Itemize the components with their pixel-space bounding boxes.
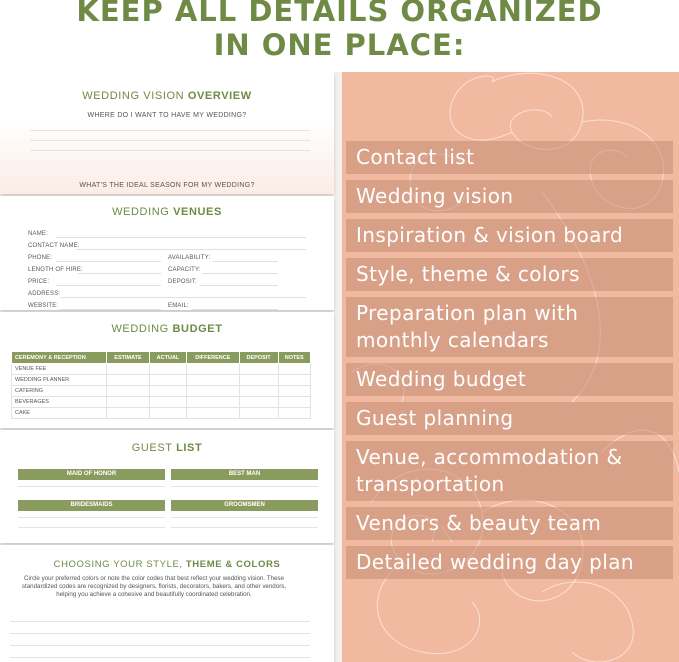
venue-field-deposit: DEPOSIT: — [168, 279, 197, 285]
venue-field-address: ADDRESS: — [28, 291, 60, 297]
style-instructions: Circle your preferred colors or note the color codes that best reflect your wedding vision. These standardized codes are recognized by designers, florists, decorators, bakers, and other vendors, helping you achieve a cohesive and beautifully coordinated celebration. — [21, 575, 287, 598]
list-item: Venue, accommodation & transportation — [346, 441, 673, 501]
headline-line-1: KEEP ALL DETAILS ORGANIZED — [76, 0, 603, 28]
table-row — [12, 408, 311, 419]
budget-row-label: CAKE — [12, 408, 107, 419]
answer-line — [18, 517, 165, 518]
list-item: Detailed wedding day plan — [346, 546, 673, 579]
budget-row-label: WEDDING PLANNER — [12, 375, 107, 386]
vision-title-bold: OVERVIEW — [187, 90, 252, 102]
answer-line — [10, 645, 310, 646]
answer-line — [10, 657, 310, 658]
budget-col-header: ESTIMATE — [107, 352, 150, 364]
table-row — [12, 386, 311, 397]
budget-header-row — [12, 352, 311, 364]
venues-title — [0, 206, 334, 218]
style-title — [0, 559, 334, 570]
guest-list-sheet — [0, 430, 334, 543]
venue-field-phone: PHONE: — [28, 255, 52, 261]
vision-question-season: WHAT'S THE IDEAL SEASON FOR MY WEDDING? — [79, 182, 255, 189]
style-title-bold: THEME & COLORS — [185, 559, 281, 570]
venues-title-bold: VENUES — [173, 206, 222, 218]
budget-col-header: NOTES — [278, 352, 310, 364]
guest-title-bold: LIST — [176, 442, 203, 454]
venue-field-price: PRICE: — [28, 279, 49, 285]
venues-title-light: WEDDING — [112, 206, 174, 218]
budget-title-bold: BUDGET — [172, 323, 223, 335]
venue-field-availability: AVAILABILITY: — [168, 255, 210, 261]
groomsmen-label: GROOMSMEN — [171, 500, 318, 511]
answer-line — [18, 486, 165, 487]
venues-sheet — [0, 196, 334, 310]
list-item: Inspiration & vision board — [346, 219, 673, 252]
guest-title-light: GUEST — [131, 442, 177, 454]
vision-title-light: WEDDING VISION — [82, 90, 188, 102]
answer-line — [171, 527, 318, 528]
maid-of-honor-label: MAID OF HONOR — [18, 469, 165, 480]
headline-line-2: IN ONE PLACE: — [213, 28, 466, 62]
answer-line — [18, 527, 165, 528]
budget-sheet — [0, 312, 334, 428]
budget-row-label: CATERING — [12, 386, 107, 397]
budget-table — [11, 351, 311, 419]
budget-row-label: BEVERAGES — [12, 397, 107, 408]
venue-field-length: LENGTH OF HIRE: — [28, 267, 83, 273]
list-item: Guest planning — [346, 402, 673, 435]
budget-col-header: DIFFERENCE — [186, 352, 239, 364]
answer-line — [171, 486, 318, 487]
answer-line — [30, 150, 310, 151]
venue-field-email: EMAIL: — [168, 303, 189, 309]
list-item: Wedding budget — [346, 363, 673, 396]
guest-list-title — [0, 442, 334, 454]
venue-field-website: WEBSITE: — [28, 303, 58, 309]
venue-field-capacity: CAPACITY: — [168, 267, 201, 273]
venue-field-contact: CONTACT NAME: — [28, 243, 80, 249]
style-title-light: CHOOSING YOUR STYLE, — [53, 559, 186, 570]
table-row — [12, 397, 311, 408]
answer-line — [30, 140, 310, 141]
budget-col-header: CEREMONY & RECEPTION — [12, 352, 107, 364]
table-row — [12, 364, 311, 375]
list-item: Vendors & beauty team — [346, 507, 673, 540]
style-sheet — [0, 545, 334, 662]
budget-col-header: DEPOSIT — [239, 352, 278, 364]
answer-line — [10, 633, 310, 634]
budget-title-light: WEDDING — [111, 323, 173, 335]
answer-line — [30, 130, 310, 131]
vision-title — [0, 90, 334, 102]
list-item: Preparation plan with monthly calendars — [346, 297, 673, 357]
budget-title — [0, 323, 334, 335]
table-row — [12, 375, 311, 386]
planner-pages-collage — [0, 72, 342, 662]
bridesmaids-label: BRIDESMAIDS — [18, 500, 165, 511]
answer-line — [10, 621, 310, 622]
list-item: Contact list — [346, 141, 673, 174]
list-item: Style, theme & colors — [346, 258, 673, 291]
answer-line — [171, 517, 318, 518]
vision-sheet — [0, 72, 334, 194]
features-list — [346, 141, 673, 585]
venue-field-name: NAME: — [28, 231, 48, 237]
vision-question-location: WHERE DO I WANT TO HAVE MY WEDDING? — [87, 112, 247, 119]
list-item: Wedding vision — [346, 180, 673, 213]
best-man-label: BEST MAN — [171, 469, 318, 480]
budget-col-header: ACTUAL — [149, 352, 186, 364]
budget-row-label: VENUE FEE — [12, 364, 107, 375]
